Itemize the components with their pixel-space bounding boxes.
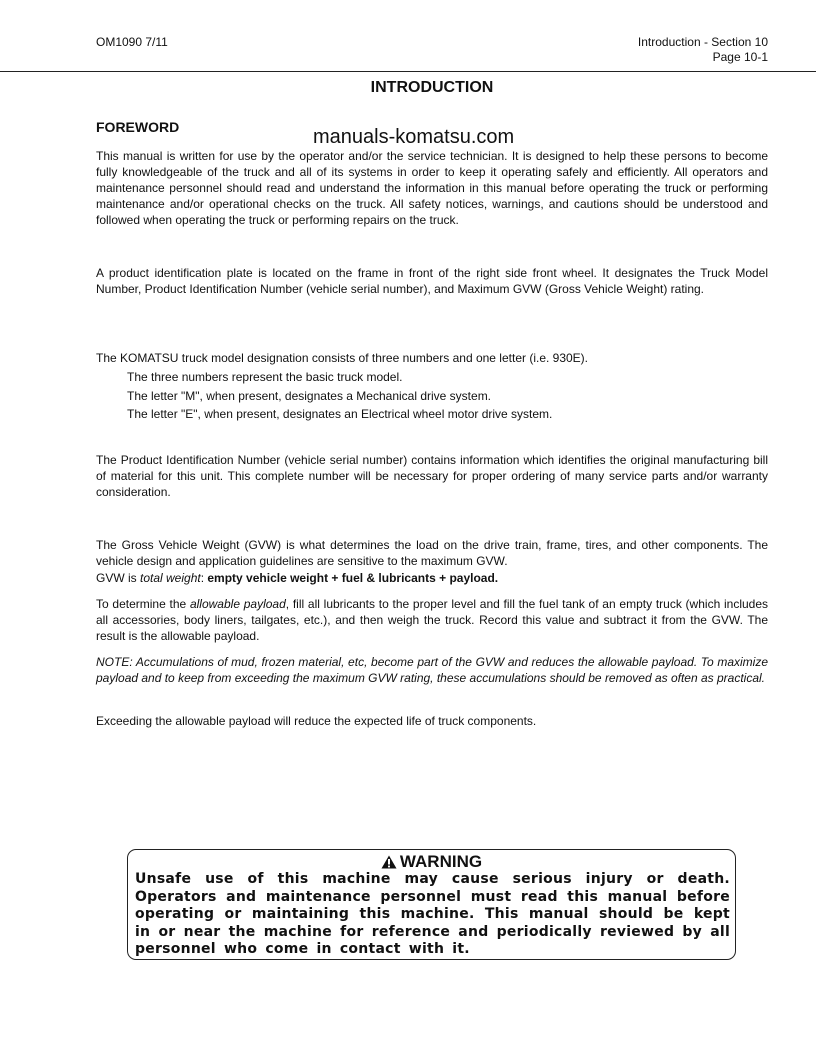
gvw-definition [96, 570, 768, 586]
allowable-payload-body: , fill all lubricants to the proper level and fill the fuel tank of an empty truck (which includes all accessories, body liners, tailgates, etc.), and then weigh the truck. Record this value and subtract it from the GVW. The result is the allowable payload. [96, 597, 769, 643]
foreword-paragraph: This manual is written for use by the operator and/or the service technician. It is designed to help these persons to become fully knowledgeable of the truck and all of its systems in order to keep it operating safely and efficiently. All operators and maintenance personnel should read and understand the information in this manual before operating the truck or performing maintenance and/or operational checks on the truck. All safety notices, warnings, and cautions should be understood and followed when operating the truck or performing repairs on the truck. [96, 149, 768, 227]
warning-title: WARNING [399, 852, 483, 871]
gvw-definition-colon: : [200, 571, 208, 585]
gvw-definition-lead: GVW is [96, 571, 140, 585]
model-designation-item: The letter "E", when present, designates an Electrical wheel motor drive system. [127, 407, 553, 421]
header-section: Introduction - Section 10 [637, 35, 768, 49]
header-page-number: Page 10-1 [712, 50, 768, 64]
header-section-info [638, 35, 768, 65]
gvw-paragraph: The Gross Vehicle Weight (GVW) is what determines the load on the drive train, frame, tires, and other components. The vehicle design and application guidelines are sensitive to the maximum GVW. [96, 538, 768, 568]
model-designation-item: The three numbers represent the basic truck model. [127, 370, 403, 384]
page-title: INTRODUCTION [370, 79, 494, 96]
identification-plate-paragraph: A product identification plate is located on the frame in front of the right side front wheel. It designates the Truck Model Number, Product Identification Number (vehicle serial number), and Maximum GVW (Gross Vehicle Weight) rating. [96, 266, 768, 296]
header-divider [0, 71, 816, 72]
gvw-definition-term: total weight [140, 571, 201, 585]
header-doc-id: OM1090 7/11 [96, 35, 168, 49]
allowable-payload-lead: To determine the [96, 597, 190, 611]
warning-text: Unsafe use of this machine may cause serious injury or death. Operators and maintenance personnel must read this manual before operating or maintaining this machine. This manual should be kept in or near the machine for reference and periodically reviewed by all personnel who come in contact with it. [135, 871, 730, 957]
allowable-payload-term: allowable payload [189, 597, 286, 611]
payload-exceed-paragraph: Exceeding the allowable payload will reduce the expected life of truck components. [96, 714, 537, 728]
warning-box [127, 849, 736, 960]
serial-number-paragraph: The Product Identification Number (vehicle serial number) contains information which identifies the original manufacturing bill of material for this unit. This complete number will be necessary for proper ordering of many service parts and/or warranty consideration. [96, 453, 768, 499]
model-designation-paragraph: The KOMATSU truck model designation consists of three numbers and one letter (i.e. 930E). [96, 351, 589, 365]
warning-heading [128, 852, 735, 872]
payload-note: NOTE: Accumulations of mud, frozen material, etc, become part of the GVW and reduces the allowable payload. To maximize payload and to keep from exceeding the maximum GVW rating, these accumulations should be removed as often as practical. [96, 655, 768, 685]
watermark-text: manuals-komatsu.com [313, 126, 515, 148]
warning-triangle-icon [381, 855, 397, 869]
model-designation-item: The letter "M", when present, designates a Mechanical drive system. [127, 389, 492, 403]
allowable-payload-paragraph [96, 596, 768, 644]
section-heading: FOREWORD [96, 119, 180, 135]
gvw-definition-formula: empty vehicle weight + fuel & lubricants + payload. [207, 571, 499, 585]
